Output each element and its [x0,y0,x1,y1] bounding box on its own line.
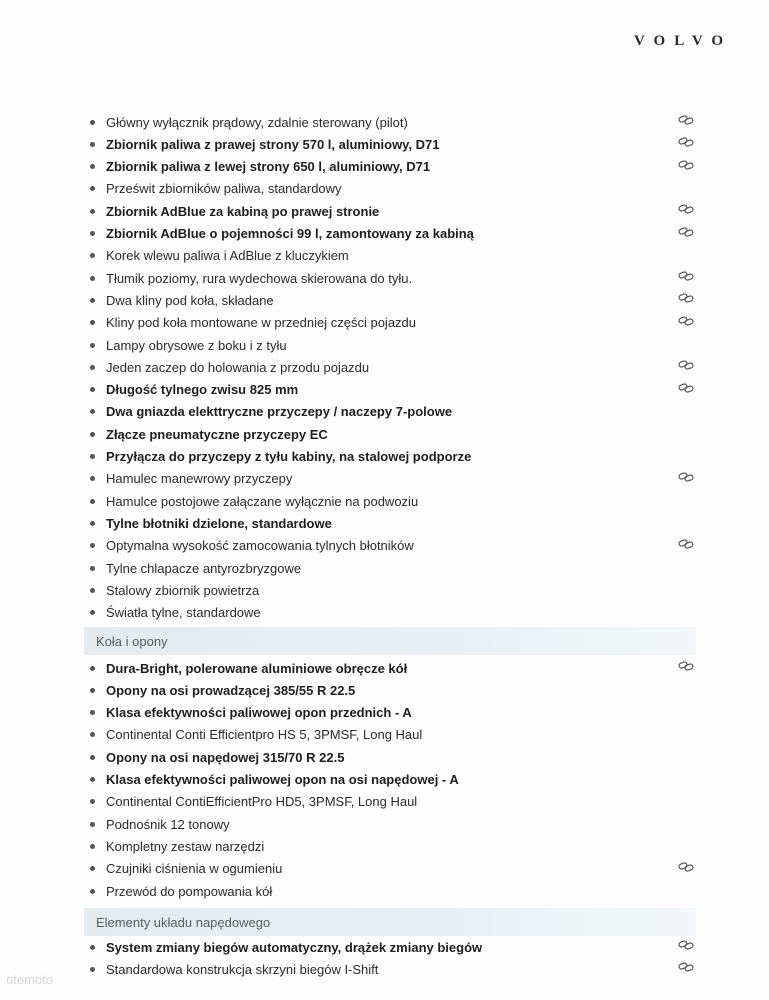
list-item-label: Główny wyłącznik prądowy, zdalnie sterowany (pilot) [106,114,408,130]
link-icon[interactable] [678,359,694,371]
bullet-icon [90,521,95,526]
bullet-icon [90,387,95,392]
bullet-icon [90,822,95,827]
list-item-label: Standardowa konstrukcja skrzyni biegów I-Shift [106,961,379,977]
link-icon[interactable] [678,114,694,126]
list-item-label: Zbiornik AdBlue za kabiną po prawej stronie [106,203,380,219]
link-icon[interactable] [678,226,694,238]
bullet-icon [90,610,95,615]
list-item [88,379,700,401]
list-item-label: Opony na osi prowadzącej 385/55 R 22.5 [106,682,356,698]
list-item-label: Dwa kliny pod koła, składane [106,292,274,308]
bullet-icon [90,777,95,782]
list-item-label: Długość tylnego zwisu 825 mm [106,382,299,398]
list-item [88,423,700,445]
list-item [88,958,700,980]
list-item-label: Continental ContiEfficientPro HD5, 3PMSF, Long Haul [106,794,418,810]
link-icon[interactable] [678,159,694,171]
link-icon[interactable] [678,961,694,973]
list-item [88,679,700,701]
bullet-icon [90,710,95,715]
list-item [88,289,700,311]
bullet-icon [90,945,95,950]
bullet-icon [90,432,95,437]
list-item-label: Przyłącza do przyczepy z tyłu kabiny, na stalowej podporze [106,449,472,464]
list-item-label: Dwa gniazda elekttryczne przyczepy / naczepy 7-polowe [106,404,453,420]
list-item [88,245,700,267]
list-item [88,178,700,200]
bullet-icon [90,142,95,147]
list-item-label: Zbiornik paliwa z prawej strony 570 l, aluminiowy, D71 [106,136,440,152]
bullet-icon [90,755,95,760]
bullet-icon [90,844,95,849]
list-item [88,657,700,679]
list-item [88,267,700,289]
bullet-icon [90,476,95,481]
bullet-icon [90,866,95,871]
list-item [88,936,700,958]
link-icon[interactable] [678,315,694,327]
section-header-drivetrain [84,908,696,936]
bullet-icon [90,499,95,504]
list-item-label: Prześwit zbiorników paliwa, standardowy [106,181,342,197]
list-item [88,512,700,534]
list-item-label: Przewód do pompowania kół [106,883,273,899]
list-item-label: Klasa efektywności paliwowej opon przednich - A [106,705,412,721]
list-item [88,535,700,557]
section-title: Koła i opony [96,633,168,649]
list-item-label: Lampy obrysowe z boku i z tyłu [106,337,287,353]
list-item [88,312,700,334]
watermark: otomoto [6,972,53,987]
bullet-icon [90,543,95,548]
bullet-icon [90,454,95,459]
list-item [88,858,700,880]
link-icon[interactable] [678,861,694,873]
list-item [88,746,700,768]
list-item [88,356,700,378]
bullet-icon [90,209,95,214]
list-item [88,156,700,178]
bullet-icon [90,253,95,258]
list-item-label: Optymalna wysokość zamocowania tylnych błotników [106,538,414,554]
list-item [88,602,700,624]
bullet-icon [90,320,95,325]
list-item-label: Hamulec manewrowy przyczepy [106,471,293,487]
list-item [88,880,700,902]
list-item [88,813,700,835]
list-item-label: Tłumik poziomy, rura wydechowa skierowana do tyłu. [106,270,413,286]
link-icon[interactable] [678,939,694,951]
link-icon[interactable] [678,270,694,282]
list-item [88,200,700,222]
list-item [88,223,700,245]
bullet-icon [90,298,95,303]
list-item-label: Opony na osi napędowej 315/70 R 22.5 [106,749,345,765]
list-item-label: Tylne błotniki dzielone, standardowe [106,515,332,531]
bullet-icon [90,967,95,972]
list-item [88,401,700,423]
list-item-label: Złącze pneumatyczne przyczepy EC [106,426,328,442]
list-item [88,133,700,155]
list-item-label: Stalowy zbiornik powietrza [106,582,260,598]
bullet-icon [90,276,95,281]
bullet-icon [90,889,95,894]
bullet-icon [90,164,95,169]
section-header-wheels [84,627,696,655]
list-item [88,791,700,813]
bullet-icon [90,231,95,236]
list-item [88,490,700,512]
list-item-label: Tylne chlapacze antyrozbryzgowe [106,560,302,576]
bullet-icon [90,799,95,804]
list-item-label: Zbiornik paliwa z lewej strony 650 l, aluminiowy, D71 [106,159,431,175]
list-item-label: Kliny pod koła montowane w przedniej części pojazdu [106,315,417,331]
list-item-label: Jeden zaczep do holowania z przodu pojazdu [106,359,370,375]
list-item [88,468,700,490]
list-item [88,557,700,579]
list-item-label: Dura-Bright, polerowane aluminiowe obręcze kół [106,660,408,676]
bullet-icon [90,365,95,370]
list-item-label: Podnośnik 12 tonowy [106,816,230,832]
list-item [88,702,700,724]
list-item-label: Czujniki ciśnienia w ogumieniu [106,861,283,877]
list-item-label: Korek wlewu paliwa i AdBlue z kluczykiem [106,248,349,264]
bullet-icon [90,186,95,191]
list-item [88,579,700,601]
link-icon[interactable] [678,136,694,148]
bullet-icon [90,120,95,125]
list-item [88,769,700,791]
list-item-label: Kompletny zestaw narzędzi [106,838,265,854]
list-item [88,724,700,746]
link-icon[interactable] [678,203,694,215]
link-icon[interactable] [678,660,694,672]
list-item [88,111,700,133]
list-item-label: Światła tylne, standardowe [106,605,261,621]
list-item-label: System zmiany biegów automatyczny, drążek zmiany biegów [106,939,483,955]
list-item-label: Continental Conti Efficientpro HS 5, 3PMSF, Long Haul [106,727,423,743]
bullet-icon [90,409,95,414]
section-title: Elementy układu napędowego [96,914,271,930]
list-item [88,835,700,857]
bullet-icon [90,566,95,571]
bullet-icon [90,688,95,693]
link-icon[interactable] [678,538,694,550]
list-item [88,334,700,356]
list-item-label: Zbiornik AdBlue o pojemności 99 l, zamontowany za kabiną [106,226,474,241]
list-item [88,446,700,468]
link-icon[interactable] [678,471,694,483]
volvo-logo: VOLVO [634,33,733,49]
bullet-icon [90,732,95,737]
bullet-icon [90,343,95,348]
link-icon[interactable] [678,292,694,304]
bullet-icon [90,666,95,671]
list-item-label: Hamulce postojowe załączane wyłącznie na podwoziu [106,493,419,509]
bullet-icon [90,588,95,593]
list-item-label: Klasa efektywności paliwowej opon na osi napędowej - A [106,772,459,787]
link-icon[interactable] [678,382,694,394]
